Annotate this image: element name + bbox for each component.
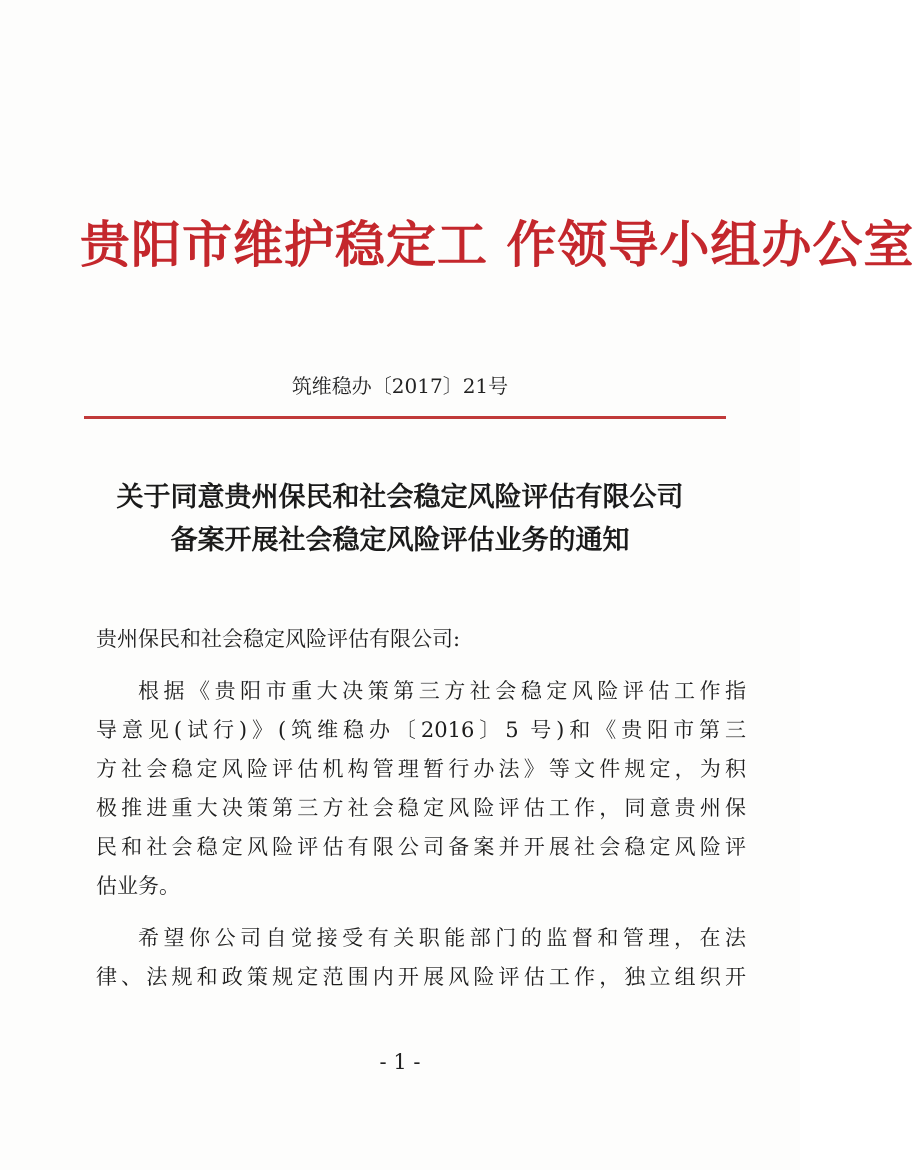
paragraph-1-line: 极推进重大决策第三方社会稳定风险评估工作，同意贵州保 xyxy=(96,796,746,820)
document-number: 筑维稳办〔2017〕21号 xyxy=(291,374,509,398)
red-separator-line xyxy=(84,416,726,419)
notice-title xyxy=(60,476,740,562)
paragraph-2-line: 希望你公司自觉接受有关职能部门的监督和管理，在法 xyxy=(138,926,746,950)
paragraph-1-line: 导意见(试行)》(筑维稳办〔2016〕5 号)和《贵阳市第三 xyxy=(96,718,746,742)
notice-title-line-2: 备案开展社会稳定风险评估业务的通知 xyxy=(170,525,630,556)
paragraph-1-line: 根据《贵阳市重大决策第三方社会稳定风险评估工作指 xyxy=(138,679,746,703)
paragraph-2-line: 律、法规和政策规定范围内开展风险评估工作，独立组织开 xyxy=(96,965,746,989)
paragraph-1-line: 估业务。 xyxy=(96,874,180,898)
notice-body xyxy=(96,620,746,997)
issuing-office-title: 贵阳市维护稳定工 作领导小组办公室 xyxy=(80,216,914,274)
paragraph-1-line: 方社会稳定风险评估机构管理暂行办法》等文件规定，为积 xyxy=(96,757,746,781)
salutation: 贵州保民和社会稳定风险评估有限公司: xyxy=(96,627,461,651)
notice-title-line-1: 关于同意贵州保民和社会稳定风险评估有限公司 xyxy=(116,482,684,513)
page-number: - 1 - xyxy=(379,1050,421,1074)
paragraph-1-line: 民和社会稳定风险评估有限公司备案并开展社会稳定风险评 xyxy=(96,835,746,859)
